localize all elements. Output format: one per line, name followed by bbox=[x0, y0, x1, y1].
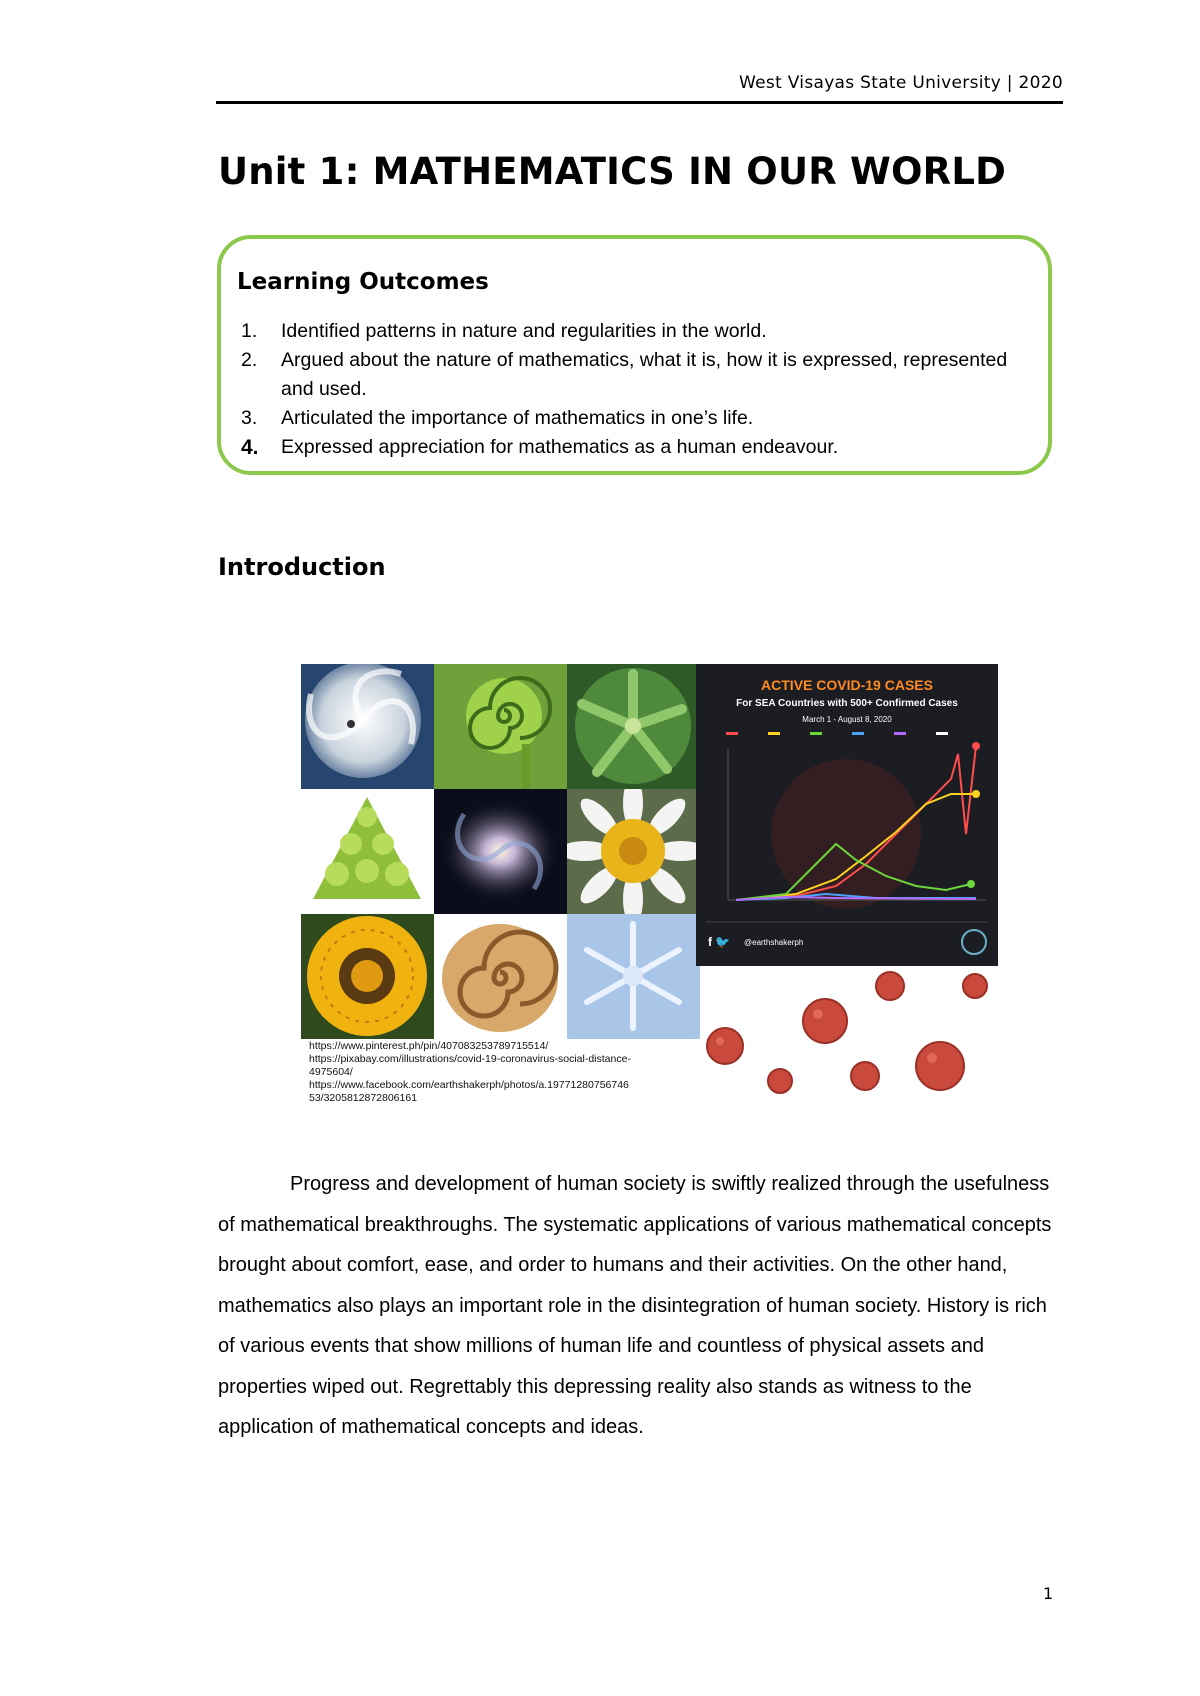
indonesia-endpoint bbox=[972, 790, 980, 798]
introduction-paragraph-text: Progress and development of human society is swiftly realized through the usefulness of mathematical breakthroughs. The systematic applications of various mathematical concepts brought about comfort, ease, and order to humans and their activities. On the other hand, mathematics also plays an important role in the disintegration of human society. History is rich of various events that show millions of human life and countless of physical assets and properties wiped out. Regrettably this depressing reality also stands as witness to the application of mathematical concepts and ideas. bbox=[218, 1173, 1052, 1438]
header-institution: West Visayas State University | 2020 bbox=[739, 73, 1063, 93]
nature-patterns-collage bbox=[301, 664, 699, 1039]
galaxy-image bbox=[434, 789, 567, 914]
list-item bbox=[241, 346, 1016, 404]
singapore-endpoint bbox=[967, 880, 975, 888]
nautilus-shell-image bbox=[434, 914, 567, 1039]
list-item-text: Identified patterns in nature and regularities in the world. bbox=[281, 320, 767, 342]
image-credit-link[interactable]: https://www.facebook.com/earthshakerph/photos/a.19771280756746 bbox=[309, 1079, 629, 1091]
image-credit-link[interactable]: 4975604/ bbox=[309, 1066, 353, 1078]
snowflake-image bbox=[567, 914, 700, 1039]
list-item-text: Articulated the importance of mathematics in one’s life. bbox=[281, 407, 754, 429]
list-item bbox=[241, 433, 1016, 462]
learning-outcomes-list bbox=[241, 317, 1016, 462]
introduction-paragraph bbox=[218, 1164, 1058, 1448]
daisy-image bbox=[567, 789, 700, 914]
list-item-number: 2. bbox=[241, 349, 258, 371]
list-item-number: 3. bbox=[241, 407, 258, 429]
fern-spiral-image bbox=[434, 664, 567, 789]
introduction-heading: Introduction bbox=[218, 553, 386, 581]
list-item-text: Argued about the nature of mathematics, what it is, how it is expressed, represented and used. bbox=[281, 349, 1008, 400]
covid-chart-social-handle: @earthshakerph bbox=[744, 938, 804, 947]
image-credit-link[interactable]: 53/3205812872806161 bbox=[309, 1092, 418, 1104]
page-number: 1 bbox=[1043, 1584, 1054, 1603]
aloe-spiral-image bbox=[567, 664, 700, 789]
facebook-twitter-icons: f 🐦 bbox=[708, 935, 731, 949]
hurricane-image bbox=[301, 664, 434, 789]
list-item bbox=[241, 317, 1016, 346]
covid-cases-chart-image bbox=[696, 664, 998, 966]
list-item-text: Expressed appreciation for mathematics as a human endeavour. bbox=[281, 436, 839, 458]
image-credits bbox=[309, 1040, 631, 1105]
learning-outcomes-heading: Learning Outcomes bbox=[237, 269, 489, 295]
list-item-number: 1. bbox=[241, 320, 258, 342]
learning-outcomes-box bbox=[217, 235, 1052, 475]
list-item bbox=[241, 404, 1016, 433]
header-rule bbox=[216, 101, 1063, 104]
image-credit-link[interactable]: https://pixabay.com/illustrations/covid-19-coronavirus-social-distance- bbox=[309, 1053, 631, 1065]
coronavirus-particles-image bbox=[700, 966, 1000, 1096]
covid-chart-date-range: March 1 - August 8, 2020 bbox=[802, 715, 892, 724]
covid-chart-title: ACTIVE COVID-19 CASES bbox=[761, 677, 933, 693]
gazania-flower-image bbox=[301, 914, 434, 1039]
page-title: Unit 1: MATHEMATICS IN OUR WORLD bbox=[218, 150, 1007, 193]
romanesco-image bbox=[301, 789, 434, 914]
image-credit-link[interactable]: https://www.pinterest.ph/pin/407083253789715514/ bbox=[309, 1040, 549, 1052]
list-item-number: 4. bbox=[241, 436, 259, 459]
philippines-endpoint bbox=[972, 742, 980, 750]
covid-chart-subtitle: For SEA Countries with 500+ Confirmed Cases bbox=[736, 698, 958, 709]
